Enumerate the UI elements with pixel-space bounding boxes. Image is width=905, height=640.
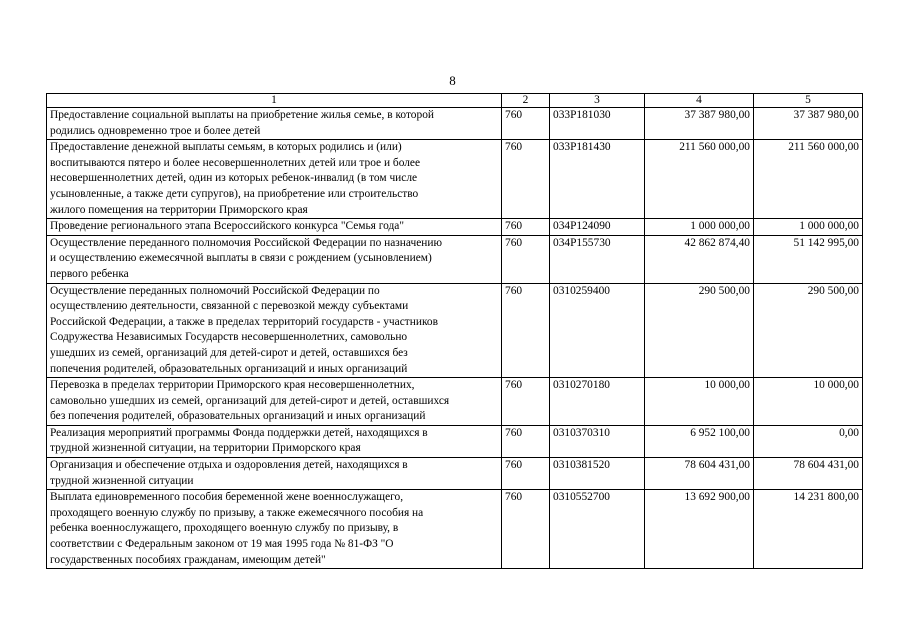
target-article-cell: 033P181430: [550, 140, 645, 219]
expense-name-cell: [47, 235, 502, 283]
expense-name-line: первого ребенка: [50, 267, 129, 280]
amount-year2-cell: 10 000,00: [754, 378, 863, 426]
amount-year1-cell: 37 387 980,00: [645, 108, 754, 140]
expense-name-line: осуществлению деятельности, связанной с перевозкой между субъектами: [50, 300, 409, 313]
expense-name-line: жилого помещения на территории Приморского края: [50, 203, 308, 216]
expense-name-line: ребенка военнослужащего, проходящего военную службу по призыву, в: [50, 522, 399, 535]
amount-year1-cell: 6 952 100,00: [645, 425, 754, 457]
target-article-cell: 034P124090: [550, 219, 645, 236]
amount-year1-cell: 13 692 900,00: [645, 490, 754, 569]
column-header-2: 2: [502, 94, 550, 108]
department-code-cell: 760: [502, 219, 550, 236]
amount-year2-cell: 211 560 000,00: [754, 140, 863, 219]
expense-name-line: Российской Федерации, а также в пределах территорий государств - участников: [50, 315, 438, 328]
expense-name-line: воспитываются пятеро и более несовершеннолетних детей или трое и более: [50, 156, 421, 169]
expense-name-line: Выплата единовременного пособия беременной жене военнослужащего,: [50, 491, 404, 504]
amount-year1-cell: 10 000,00: [645, 378, 754, 426]
table-row: [47, 283, 863, 378]
expense-name-line: соответствии с Федеральным законом от 19 мая 1995 года № 81-ФЗ "О: [50, 538, 394, 551]
target-article-cell: 0310370310: [550, 425, 645, 457]
expense-name-cell: [47, 490, 502, 569]
expense-name-line: государственных пособиях гражданам, имеющим детей": [50, 553, 326, 566]
expense-name-line: родились одновременно трое и более детей: [50, 124, 261, 137]
expense-name-line: Реализация мероприятий программы Фонда поддержки детей, находящихся в: [50, 426, 428, 439]
department-code-cell: 760: [502, 378, 550, 426]
amount-year1-cell: 78 604 431,00: [645, 458, 754, 490]
amount-year2-cell: 78 604 431,00: [754, 458, 863, 490]
amount-year2-cell: 51 142 995,00: [754, 235, 863, 283]
expense-name-line: Предоставление денежной выплаты семьям, в которых родились и (или): [50, 141, 402, 154]
department-code-cell: 760: [502, 140, 550, 219]
amount-year2-cell: 0,00: [754, 425, 863, 457]
column-header-4: 4: [645, 94, 754, 108]
department-code-cell: 760: [502, 490, 550, 569]
table-row: [47, 458, 863, 490]
table-row: [47, 490, 863, 569]
expense-name-line: и осуществлению ежемесячной выплаты в связи с рождением (усыновлением): [50, 252, 432, 265]
expense-name-line: Организация и обеспечение отдыха и оздоровления детей, находящихся в: [50, 459, 408, 472]
target-article-cell: 0310259400: [550, 283, 645, 378]
table-row: [47, 219, 863, 236]
expense-name-line: попечения родителей, образовательных организаций и иных организаций: [50, 362, 408, 375]
expense-name-line: Осуществление переданных полномочий Российской Федерации по: [50, 284, 380, 297]
department-code-cell: 760: [502, 235, 550, 283]
department-code-cell: 760: [502, 425, 550, 457]
amount-year1-cell: 211 560 000,00: [645, 140, 754, 219]
expense-name-cell: [47, 283, 502, 378]
expense-name-line: трудной жизненной ситуации: [50, 474, 194, 487]
column-header-5: 5: [754, 94, 863, 108]
expense-name-line: трудной жизненной ситуации, на территории Приморского края: [50, 442, 361, 455]
table-row: [47, 140, 863, 219]
target-article-cell: 0310552700: [550, 490, 645, 569]
expense-name-line: без попечения родителей, образовательных организаций и иных организаций: [50, 410, 426, 423]
target-article-cell: 034P155730: [550, 235, 645, 283]
table-row: [47, 235, 863, 283]
expense-name-line: Предоставление социальной выплаты на приобретение жилья семье, в которой: [50, 109, 434, 121]
expense-name-line: ушедших из семей, организаций для детей-сирот и детей, оставшихся без: [50, 346, 408, 359]
amount-year2-cell: 37 387 980,00: [754, 108, 863, 140]
amount-year1-cell: 1 000 000,00: [645, 219, 754, 236]
expense-name-cell: [47, 219, 502, 236]
target-article-cell: 0310270180: [550, 378, 645, 426]
page-number: 8: [449, 73, 456, 88]
amount-year1-cell: 42 862 874,40: [645, 235, 754, 283]
expense-name-line: проходящего военную службу по призыву, а также ежемесячного пособия на: [50, 506, 424, 519]
column-header-1: 1: [47, 94, 502, 108]
budget-table: [46, 93, 863, 569]
expense-name-cell: [47, 108, 502, 140]
expense-name-cell: [47, 140, 502, 219]
column-header-3: 3: [550, 94, 645, 108]
amount-year2-cell: 1 000 000,00: [754, 219, 863, 236]
amount-year2-cell: 14 231 800,00: [754, 490, 863, 569]
table-row: [47, 425, 863, 457]
target-article-cell: 033P181030: [550, 108, 645, 140]
expense-name-line: несовершеннолетних детей, один из которых ребенок-инвалид (в том числе: [50, 172, 418, 185]
expense-name-line: Перевозка в пределах территории Приморского края несовершеннолетних,: [50, 379, 415, 392]
department-code-cell: 760: [502, 283, 550, 378]
amount-year2-cell: 290 500,00: [754, 283, 863, 378]
expense-name-line: Проведение регионального этапа Всероссийского конкурса "Семья года": [50, 220, 405, 233]
expense-name-line: Содружества Независимых Государств несовершеннолетних, самовольно: [50, 331, 408, 344]
target-article-cell: 0310381520: [550, 458, 645, 490]
expense-name-cell: [47, 458, 502, 490]
expense-name-cell: [47, 425, 502, 457]
expense-name-cell: [47, 378, 502, 426]
expense-name-line: самовольно ушедших из семей, организаций для детей-сирот и детей, оставшихся: [50, 394, 450, 407]
amount-year1-cell: 290 500,00: [645, 283, 754, 378]
expense-name-line: усыновленные, а также дети супругов), на приобретение или строительство: [50, 187, 419, 200]
column-header-row: [47, 94, 863, 108]
expense-name-line: Осуществление переданного полномочия Российской Федерации по назначению: [50, 236, 442, 249]
department-code-cell: 760: [502, 108, 550, 140]
department-code-cell: 760: [502, 458, 550, 490]
table-row: [47, 108, 863, 140]
table-row: [47, 378, 863, 426]
